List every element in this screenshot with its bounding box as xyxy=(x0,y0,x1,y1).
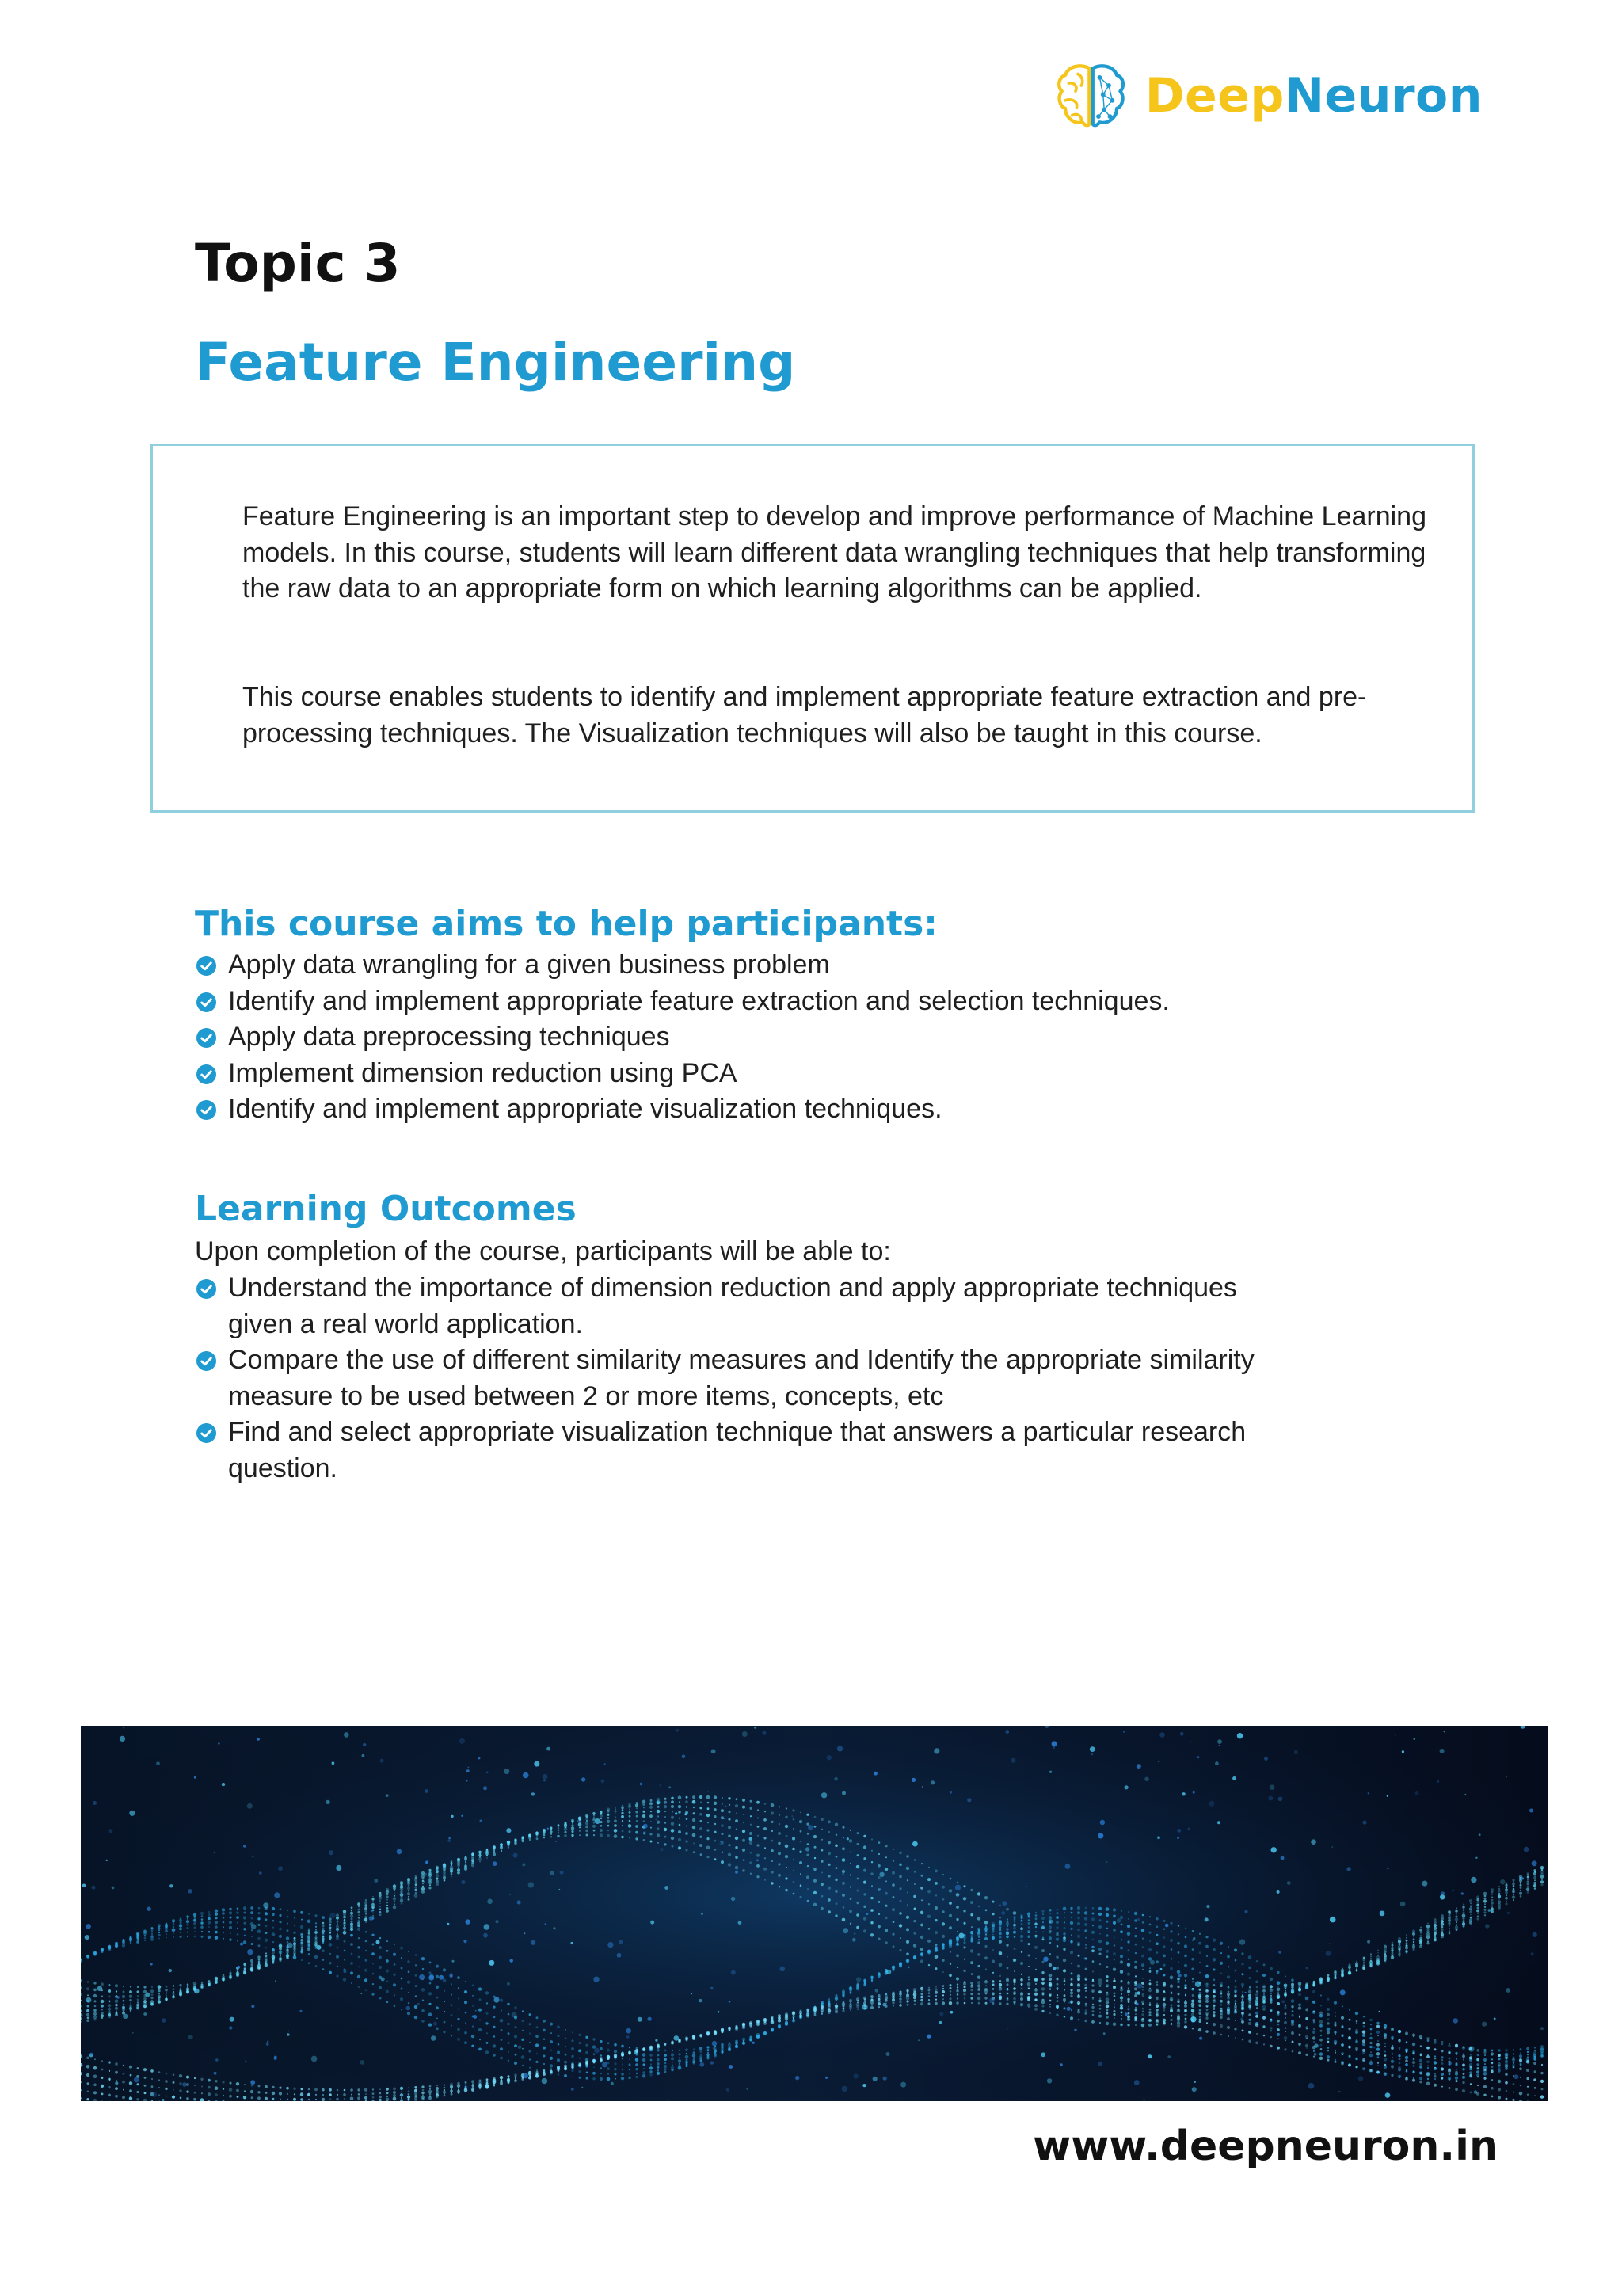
check-circle-icon xyxy=(196,1100,216,1120)
outcomes-lead: Upon completion of the course, participants will be able to: xyxy=(195,1236,891,1266)
course-title: Feature Engineering xyxy=(195,332,796,393)
check-circle-icon xyxy=(196,1423,216,1443)
list-item-text: Compare the use of different similarity measures and Identify the appropriate similarity measure to be used between 2 or more items, concepts, etc xyxy=(228,1345,1255,1411)
digital-particle-wave-image xyxy=(81,1726,1548,2101)
check-circle-icon xyxy=(196,1064,216,1084)
list-item xyxy=(195,947,1462,984)
intro-box xyxy=(150,444,1475,813)
list-item xyxy=(195,1270,1256,1342)
list-item-text: Identify and implement appropriate visualization techniques. xyxy=(228,1094,942,1124)
list-item xyxy=(195,1342,1256,1415)
list-item xyxy=(195,984,1462,1020)
list-item-text: Understand the importance of dimension reduction and apply appropriate techniques given a real world application. xyxy=(228,1273,1237,1339)
aims-heading: This course aims to help participants: xyxy=(195,904,938,944)
list-item-text: Apply data wrangling for a given business problem xyxy=(228,950,830,980)
topic-label: Topic 3 xyxy=(195,233,401,294)
check-circle-icon xyxy=(196,1279,216,1299)
brand-logo xyxy=(1055,46,1483,145)
check-circle-icon xyxy=(196,1351,216,1371)
list-item-text: Identify and implement appropriate feature extraction and selection techniques. xyxy=(228,985,1170,1016)
website-url: www.deepneuron.in xyxy=(1033,2123,1498,2170)
list-item xyxy=(195,1019,1462,1056)
brain-icon xyxy=(1055,47,1126,145)
aims-list xyxy=(195,947,1462,1128)
intro-paragraph-2: This course enables students to identify and implement appropriate feature extraction and pre-processing techniques. The Visualization techniques will also be taught in this course. xyxy=(242,682,1367,748)
list-item-text: Implement dimension reduction using PCA xyxy=(228,1057,737,1088)
outcomes-list xyxy=(195,1270,1256,1487)
check-circle-icon xyxy=(196,992,216,1012)
list-item xyxy=(195,1056,1462,1092)
brand-name-part1: Deep xyxy=(1144,67,1285,124)
outcomes-heading: Learning Outcomes xyxy=(195,1189,577,1229)
brand-name-part2: Neuron xyxy=(1284,67,1483,124)
list-item-text: Apply data preprocessing techniques xyxy=(228,1022,670,1052)
list-item xyxy=(195,1415,1256,1487)
check-circle-icon xyxy=(196,1028,216,1048)
list-item xyxy=(195,1091,1462,1128)
intro-paragraph-1: Feature Engineering is an important step to develop and improve performance of Machine Learning models. In this course, students will learn different data wrangling techniques that help transforming the raw data to an appropriate form on which learning algorithms can be applied. xyxy=(242,501,1426,604)
list-item-text: Find and select appropriate visualization technique that answers a particular research question. xyxy=(228,1417,1247,1483)
brand-name xyxy=(1145,68,1483,124)
check-circle-icon xyxy=(196,956,216,976)
